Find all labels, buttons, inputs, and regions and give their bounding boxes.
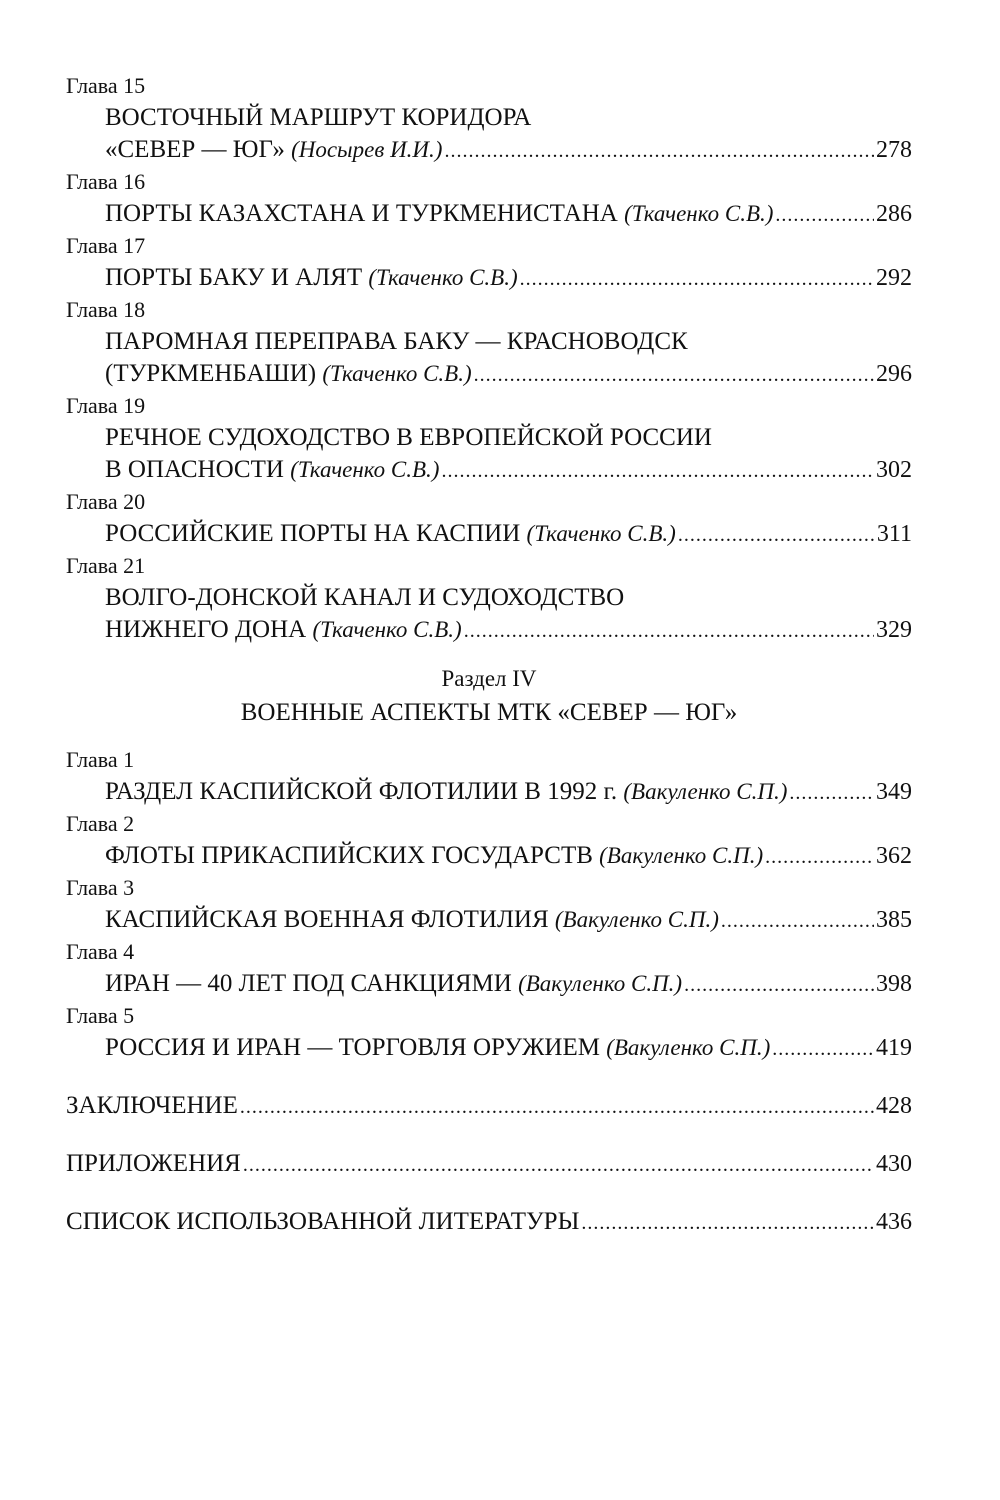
- chapter-title-text: КАСПИЙСКАЯ ВОЕННАЯ ФЛОТИЛИЯ: [105, 906, 555, 933]
- dot-leader: [520, 263, 874, 295]
- dot-leader: [441, 455, 874, 487]
- chapter-label: Глава 16: [66, 169, 146, 194]
- toc-chapter: [66, 872, 912, 936]
- toc-entry-line: [66, 198, 912, 230]
- dot-leader: [678, 519, 875, 551]
- chapters-list-part4: [66, 744, 912, 1064]
- toc-entry-line: [66, 904, 912, 936]
- page-number: 436: [876, 1209, 912, 1235]
- chapter-author: (Ткаченко С.В.): [368, 265, 518, 290]
- section-title: ВОЕННЫЕ АСПЕКТЫ МТК «СЕВЕР — ЮГ»: [240, 699, 738, 726]
- chapter-label: Глава 15: [66, 73, 146, 98]
- page-number: 385: [876, 907, 912, 933]
- chapter-author: (Ткаченко С.В.): [526, 521, 676, 546]
- chapter-author: (Вакуленко С.П.): [554, 907, 719, 932]
- chapter-title-text: РОССИЙСКИЕ ПОРТЫ НА КАСПИИ: [105, 520, 527, 547]
- chapter-author: (Ткаченко С.В.): [322, 361, 472, 386]
- toc-entry-line: [66, 1032, 912, 1064]
- dot-leader: [772, 1033, 874, 1065]
- chapter-author: (Ткаченко С.В.): [624, 201, 774, 226]
- toc-entry-line: [66, 614, 912, 646]
- dot-leader: [464, 615, 874, 647]
- toc-entry-line: [66, 358, 912, 390]
- chapter-label: Глава 18: [66, 297, 146, 322]
- toc-entry-line: [66, 134, 912, 166]
- back-matter-entry: [66, 1206, 912, 1238]
- chapter-author: (Ткаченко С.В.): [312, 617, 462, 642]
- chapter-title-text: РОССИЯ И ИРАН — ТОРГОВЛЯ ОРУЖИЕМ: [105, 1034, 607, 1061]
- page-number: 362: [876, 843, 912, 869]
- chapter-author: (Вакуленко С.П.): [599, 843, 764, 868]
- chapter-label: Глава 17: [66, 233, 146, 258]
- chapter-label: Глава 5: [66, 1003, 135, 1028]
- chapter-title-line: ВОЛГО-ДОНСКОЙ КАНАЛ И СУДОХОДСТВО: [105, 584, 625, 611]
- table-of-contents: [66, 70, 912, 1238]
- toc-chapter: [66, 550, 912, 646]
- page-number: 349: [876, 779, 912, 805]
- dot-leader: [684, 969, 874, 1001]
- section-header: [66, 662, 912, 730]
- chapter-label: Глава 3: [66, 875, 135, 900]
- toc-chapter: [66, 744, 912, 808]
- page-number: 292: [876, 265, 912, 291]
- dot-leader: [789, 777, 874, 809]
- page-number: 311: [876, 521, 912, 547]
- back-matter-list: [66, 1090, 912, 1238]
- chapter-title-line: ВОСТОЧНЫЙ МАРШРУТ КОРИДОРА: [105, 104, 532, 131]
- toc-chapter: [66, 486, 912, 550]
- chapter-title: [105, 518, 676, 550]
- page-number: 278: [876, 137, 912, 163]
- dot-leader: [765, 841, 874, 873]
- chapter-label: Глава 19: [66, 393, 146, 418]
- chapter-label: Глава 21: [66, 553, 146, 578]
- chapter-title: [105, 262, 518, 294]
- chapter-title-text: (ТУРКМЕНБАШИ): [105, 360, 323, 387]
- chapter-label: Глава 2: [66, 811, 135, 836]
- toc-chapter: [66, 390, 912, 486]
- toc-chapter: [66, 70, 912, 166]
- section-number: Раздел IV: [441, 666, 537, 691]
- toc-entry-line: [66, 518, 912, 550]
- toc-entry-line: [66, 262, 912, 294]
- toc-entry-line: [66, 776, 912, 808]
- page-number: 296: [876, 361, 912, 387]
- page-number: 430: [876, 1151, 912, 1177]
- chapter-title-text: РАЗДЕЛ КАСПИЙСКОЙ ФЛОТИЛИИ В 1992 г.: [105, 778, 624, 805]
- chapter-author: (Ткаченко С.В.): [290, 457, 440, 482]
- chapter-title-text: ПОРТЫ КАЗАХСТАНА И ТУРКМЕНИСТАНА: [105, 200, 625, 227]
- page-number: 428: [876, 1093, 912, 1119]
- back-matter-entry: [66, 1090, 912, 1122]
- chapter-title: [105, 454, 439, 486]
- chapter-title: [105, 198, 773, 230]
- chapter-title-line: РЕЧНОЕ СУДОХОДСТВО В ЕВРОПЕЙСКОЙ РОССИИ: [105, 424, 712, 451]
- dot-leader: [775, 199, 874, 231]
- chapter-label: Глава 4: [66, 939, 135, 964]
- chapter-title: [105, 1032, 770, 1064]
- chapter-author: (Вакуленко С.П.): [518, 971, 683, 996]
- chapter-title: [105, 776, 787, 808]
- back-matter-title: ПРИЛОЖЕНИЯ: [66, 1150, 241, 1177]
- toc-entry-line: [66, 454, 912, 486]
- toc-chapter: [66, 166, 912, 230]
- chapter-title: [105, 358, 472, 390]
- chapter-title: [105, 614, 462, 646]
- chapter-title-text: «СЕВЕР — ЮГ»: [105, 136, 292, 163]
- dot-leader: [243, 1149, 874, 1181]
- dot-leader: [444, 135, 874, 167]
- chapter-title: [105, 904, 719, 936]
- chapter-title-text: ПОРТЫ БАКУ И АЛЯТ: [105, 264, 369, 291]
- toc-entry-line: [66, 840, 912, 872]
- back-matter-title: ЗАКЛЮЧЕНИЕ: [66, 1092, 238, 1119]
- dot-leader: [240, 1091, 874, 1123]
- chapter-author: (Вакуленко С.П.): [606, 1035, 771, 1060]
- chapter-title-text: В ОПАСНОСТИ: [105, 456, 291, 483]
- page-number: 398: [876, 971, 912, 997]
- dot-leader: [474, 359, 874, 391]
- chapter-title-text: ФЛОТЫ ПРИКАСПИЙСКИХ ГОСУДАРСТВ: [105, 842, 600, 869]
- chapter-title-text: НИЖНЕГО ДОНА: [105, 616, 313, 643]
- page-number: 286: [876, 201, 912, 227]
- chapter-title: [105, 968, 682, 1000]
- chapter-author: (Вакуленко С.П.): [623, 779, 788, 804]
- toc-chapter: [66, 294, 912, 390]
- dot-leader: [721, 905, 874, 937]
- toc-chapter: [66, 1000, 912, 1064]
- back-matter-title: СПИСОК ИСПОЛЬЗОВАННОЙ ЛИТЕРАТУРЫ: [66, 1208, 580, 1235]
- chapter-label: Глава 20: [66, 489, 146, 514]
- page-number: 329: [876, 617, 912, 643]
- dot-leader: [581, 1207, 874, 1239]
- chapter-title: [105, 840, 763, 872]
- toc-chapter: [66, 230, 912, 294]
- chapters-list-part3: [66, 70, 912, 646]
- chapter-author: (Носырев И.И.): [291, 137, 443, 162]
- toc-chapter: [66, 936, 912, 1000]
- toc-entry-line: [66, 968, 912, 1000]
- chapter-title-line: ПАРОМНАЯ ПЕРЕПРАВА БАКУ — КРАСНОВОДСК: [105, 328, 688, 355]
- toc-chapter: [66, 808, 912, 872]
- chapter-title-text: ИРАН — 40 ЛЕТ ПОД САНКЦИЯМИ: [105, 970, 519, 997]
- chapter-label: Глава 1: [66, 747, 135, 772]
- page-number: 302: [876, 457, 912, 483]
- back-matter-entry: [66, 1148, 912, 1180]
- page-number: 419: [876, 1035, 912, 1061]
- chapter-title: [105, 134, 442, 166]
